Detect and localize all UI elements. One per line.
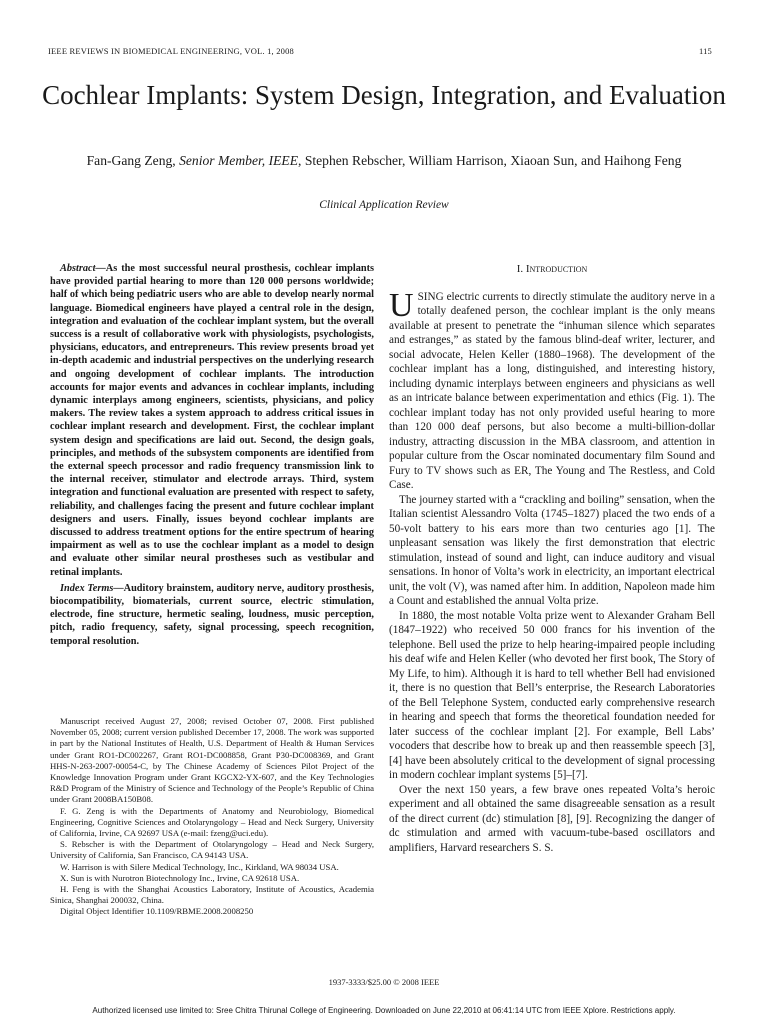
footnote: Manuscript received August 27, 2008; revised October 07, 2008. First published November 05, 2008; current version published December 17, 2008. The work was supported in part by the National Institutes of Health, U.S. Department of Health & Human Services under Grant RO1-DC002267, Grant RO1-DC008858, Grant P30-DC008369, and Grant HHS-N-263-2007-00054-C, by The Chinese Academy of Sciences Pilot Project of the Knowledge Innovation Program under Grant KGCX2-YX-607, and the Key Technologies R&D Program of the Ministry of Science and Technology of the People’s Republic of China under Grant 2008BA150B08.: [50, 716, 374, 805]
footnote: Digital Object Identifier 10.1109/RBME.2008.2008250: [60, 906, 254, 917]
footnote: S. Rebscher is with the Department of Otolaryngology – Head and Neck Surgery, University of California, San Francisco, CA 94143 USA.: [50, 839, 374, 861]
abstract: [50, 262, 374, 579]
running-head: [48, 46, 712, 56]
drop-cap: U: [389, 286, 414, 324]
abstract-text: As the most successful neural prosthesis, cochlear implants have provided partial hearing to more than 120 000 persons worldwide; half of which being pediatric users who are able to develop nearly normal language. Biomedical engineers have played a central role in the design, integration and evaluation of the cochlear implant system, but the overall success is a result of collaborative work with physiologists, psychologists, physicians, educators, and entrepreneurs. This review presents broad yet in-depth academic and industrial perspectives on the underlying research and ongoing development of cochlear implants. The introduction accounts for major events and advances in cochlear implants, including dynamic interplays among engineers, scientists, physicians, and policy makers. The review takes a system approach to address critical issues in cochlear implant research and development. First, the cochlear implant system design and specifications are laid out. Second, the design goals, principles, and methods of the subsystem components are identified from the external speech processor and radio frequency transmission link to the internal receiver, stimulator and electrode arrays. Third, system integration and functional evaluation are presented with respect to safety, reliability, and challenges facing the present and future cochlear implant designers and users. Finally, issues beyond cochlear implants are discussed to address treatment options for the entire spectrum of hearing impairment as well as to use the cochlear implant as a model to design and evaluate other similar neural prostheses such as vestibular and retinal implants.: [50, 263, 374, 578]
paragraph-text: electric currents to directly stimulate the auditory nerve in a totally deafened person, the cochlear implant is the only means available at present to penetrate the “inhuman silence which separates and estranges,” as stated by the famous blind-deaf writer, lecturer, and social advocate, Helen Keller (1880–1968). The development of the cochlear implant has a long, distinguished, and interesting history, including dynamic interplays between engineers and physicians as well as an intricate balance between experimentation and ethics (Fig. 1). The cochlear implant today has not only provided useful hearing to more than 120 000 deaf persons, but also become a multi-billion-dollar industry, attracting discussion in the MBA classroom, and attention in popular culture from the Oscar nominated documentary film Sound and Fury to TV shows such as ER, The Young and The Restless, and Cold Case.: [389, 290, 715, 491]
paper-title: Cochlear Implants: System Design, Integration, and Evaluation: [42, 80, 726, 110]
index-terms: [50, 582, 374, 648]
author-line: Fan-Gang Zeng, Senior Member, IEEE, Stephen Rebscher, William Harrison, Xiaoan Sun, and Haihong Feng: [86, 153, 682, 168]
copyright-line: 1937-3333/$25.00 © 2008 IEEE: [328, 977, 440, 987]
footnote: H. Feng is with the Shanghai Acoustics Laboratory, Institute of Acoustics, Academia Sinica, Shanghai 200032, China.: [50, 884, 374, 906]
license-notice: Authorized licensed use limited to: Sree Chitra Thirunal College of Engineering. Downloaded on June 22,2010 at 06:41:14 UTC from IEEE Xplore. Restrictions apply.: [92, 1006, 676, 1015]
first-page-footnotes: [50, 716, 374, 918]
footnote: W. Harrison is with Silere Medical Technology, Inc., Kirkland, WA 98034 USA.: [60, 861, 339, 872]
body-paragraph: The journey started with a “crackling and boiling” sensation, when the Italian scientist Alessandro Volta (1745–1827) placed the two ends of a 50-volt battery to his ears more than two centuries ago [1]. The unpleasant sensation was likely the first demonstration that electric stimulation, instead of sound and light, can induce auditory and visual sensations. In honor of Volta’s work in electricity, an important electrical unit, the volt (V), was named after him. In addition, Napoleon made him a Count and established the annual Volta prize.: [389, 493, 715, 607]
right-column: [389, 262, 715, 855]
body-paragraph: [389, 286, 715, 493]
journal-name: IEEE REVIEWS IN BIOMEDICAL ENGINEERING, VOL. 1, 2008: [48, 46, 295, 56]
coauthors: Stephen Rebscher, William Harrison, Xiaoan Sun, and Haihong Feng: [304, 153, 682, 168]
footnote: F. G. Zeng is with the Departments of Anatomy and Neurobiology, Biomedical Engineering, Cognitive Sciences and Otolaryngology – Head and Neck Surgery, University of California, Irvine, CA 92697 USA (e-mail: fzeng@uci.edu).: [50, 805, 374, 839]
index-terms-text: Auditory brainstem, auditory nerve, auditory prosthesis, biocompatibility, biomaterials, current source, electric stimulation, electrode, fine structure, hermetic sealing, loudness, music perception, pitch, radio frequency, safety, signal processing, speech recognition, temporal resolution.: [50, 582, 374, 647]
abstract-label: Abstract—: [60, 263, 106, 274]
first-author-role: Senior Member, IEEE: [179, 153, 299, 168]
body-paragraph: In 1880, the most notable Volta prize went to Alexander Graham Bell (1847–1922) who received 50 000 francs for his invention of the telephone. Bell used the prize to help hearing-impaired people including his deaf wife and Helen Keller (who devoted her first book, The Story of My Life, to him). Although it is hard to tell whether Bell had envisioned it, there is no question that Bell’s enterprise, the Research Laboratories of the Bell Telephone System, conducted early comprehensive research in hearing and speech that forms the theoretical foundation needed for later success of the cochlear implant [2]. For example, Bell Labs’ vocoders that describe how to break up and then reassemble speech [3], [4] have been absolutely critical to the development of signal processing in modern cochlear implant systems [5]–[7].: [389, 609, 715, 781]
section-heading: I. Introduction: [516, 263, 588, 275]
footnote: X. Sun is with Nurotron Biotechnology Inc., Irvine, CA 92618 USA.: [60, 872, 300, 883]
left-column: [50, 262, 374, 648]
index-terms-label: Index Terms—: [60, 582, 124, 594]
first-author: Fan-Gang Zeng: [86, 153, 173, 168]
body-paragraph: Over the next 150 years, a few brave ones repeated Volta’s heroic experiment and all obtained the same disagreeable sensation as a result of the direct current (dc) stimulation [8], [9]. Recognizing the danger of dc stimulation and armed with vacuum-tube-based oscillators and amplifiers, Harvard researchers S. S.: [389, 783, 715, 854]
first-word: SING: [417, 290, 444, 303]
page-number: 115: [698, 46, 712, 56]
review-category: Clinical Application Review: [319, 199, 449, 211]
